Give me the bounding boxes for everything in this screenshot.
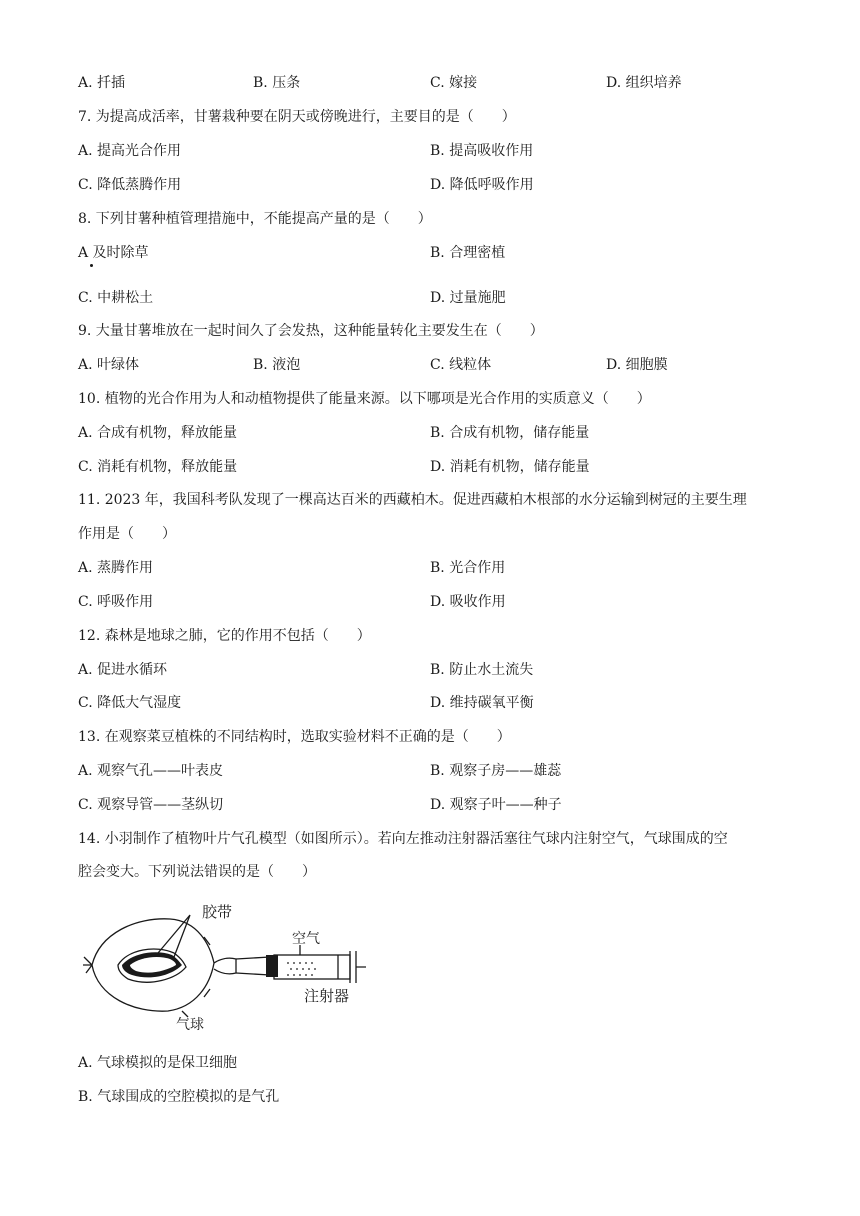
label-syringe: 注射器 [304,987,350,1005]
stray-dot [90,264,93,267]
q12-option-a: A. 促进水循环 [78,662,168,678]
q9-option-d: D. 细胞膜 [606,357,668,373]
q6-option-d: D. 组织培养 [606,75,682,91]
q13-option-a: A. 观察气孔——叶表皮 [78,763,224,779]
q11-stem-line2: 作用是（ ） [78,526,176,542]
q10-option-a: A. 合成有机物，释放能量 [78,425,238,441]
q7-option-a: A. 提高光合作用 [78,143,182,159]
q8-stem: 8. 下列甘薯种植管理措施中，不能提高产量的是（ ） [78,211,432,227]
q8-option-c: C. 中耕松土 [78,290,154,306]
q10-option-b: B. 合成有机物，储存能量 [430,425,590,441]
q6-option-b: B. 压条 [253,75,301,91]
q10-stem: 10. 植物的光合作用为人和动植物提供了能量来源。以下哪项是光合作用的实质意义（ ） [78,391,651,407]
q12-stem: 12. 森林是地球之肺，它的作用不包括（ ） [78,628,371,644]
q7-stem: 7. 为提高成活率，甘薯栽种要在阴天或傍晚进行，主要目的是（ ） [78,109,516,125]
q14-stem-line2: 腔会变大。下列说法错误的是（ ） [78,864,316,880]
q10-option-c: C. 消耗有机物，释放能量 [78,459,238,475]
q11-option-c: C. 呼吸作用 [78,594,154,610]
q8-option-d: D. 过量施肥 [430,290,506,306]
stomata-model-figure [78,893,368,1043]
q8-option-b: B. 合理密植 [430,245,506,261]
q11-stem-line1: 11. 2023 年，我国科考队发现了一棵高达百米的西藏柏木。促进西藏柏木根部的水分运输到树冠的主要生理 [78,492,747,508]
q11-option-d: D. 吸收作用 [430,594,506,610]
q6-option-a: A. 扦插 [78,75,126,91]
q9-option-c: C. 线粒体 [430,357,492,373]
q8-option-a: A 及时除草 [78,245,149,261]
q9-option-a: A. 叶绿体 [78,357,140,373]
q9-option-b: B. 液泡 [253,357,301,373]
q13-option-c: C. 观察导管——茎纵切 [78,797,224,813]
syringe-tip [266,955,278,977]
q13-option-d: D. 观察子叶——种子 [430,797,562,813]
q14-option-b: B. 气球围成的空腔模拟的是气孔 [78,1089,280,1105]
q9-stem: 9. 大量甘薯堆放在一起时间久了会发热，这种能量转化主要发生在（ ） [78,323,544,339]
q14-option-a: A. 气球模拟的是保卫细胞 [78,1055,238,1071]
q11-option-b: B. 光合作用 [430,560,506,576]
q7-option-c: C. 降低蒸腾作用 [78,177,182,193]
label-tape: 胶带 [202,903,233,921]
label-balloon: 气球 [176,1017,204,1033]
q12-option-d: D. 维持碳氧平衡 [430,695,534,711]
q7-option-d: D. 降低呼吸作用 [430,177,534,193]
q12-option-c: C. 降低大气湿度 [78,695,182,711]
label-air: 空气 [292,931,320,947]
q7-option-b: B. 提高吸收作用 [430,143,534,159]
q10-option-d: D. 消耗有机物，储存能量 [430,459,590,475]
q12-option-b: B. 防止水土流失 [430,662,534,678]
q13-option-b: B. 观察子房——雄蕊 [430,763,562,779]
q13-stem: 13. 在观察菜豆植株的不同结构时，选取实验材料不正确的是（ ） [78,729,511,745]
q6-option-c: C. 嫁接 [430,75,478,91]
q14-stem-line1: 14. 小羽制作了植物叶片气孔模型（如图所示）。若向左推动注射器活塞往气球内注射空气，气球围成的空 [78,831,728,847]
q11-option-a: A. 蒸腾作用 [78,560,154,576]
